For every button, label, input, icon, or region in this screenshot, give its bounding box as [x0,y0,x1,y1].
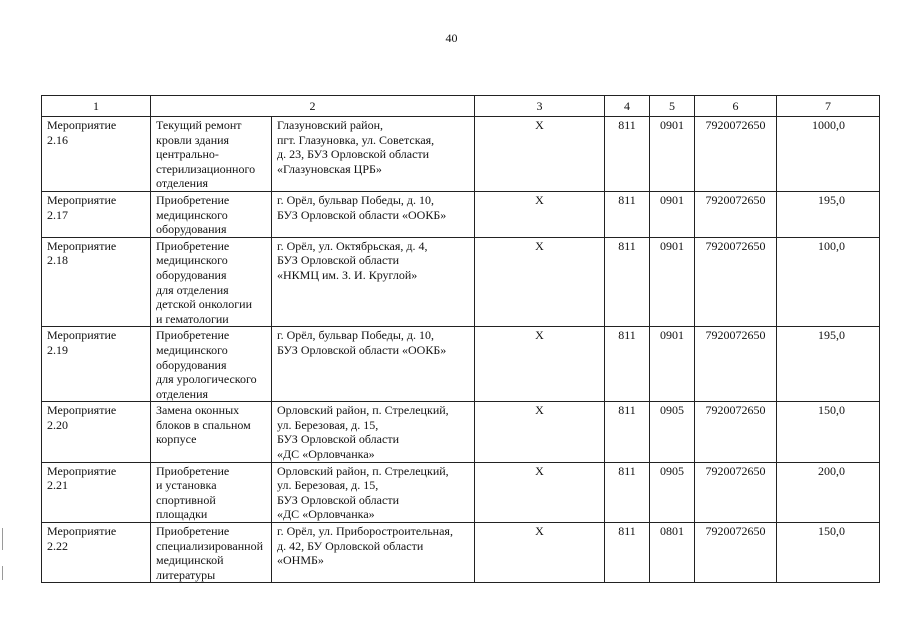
measure-location: г. Орёл, бульвар Победы, д. 10, БУЗ Орловской области «ООКБ» [272,191,475,237]
column-3-value: Х [475,191,605,237]
table-row [42,402,880,462]
column-6-value: 7920072650 [695,327,777,402]
column-4-value: 811 [605,462,650,522]
measure-id: Мероприятие 2.19 [42,327,151,402]
column-6-value: 7920072650 [695,237,777,327]
column-4-value: 811 [605,237,650,327]
column-5-value: 0901 [650,191,695,237]
header-cell: 5 [650,96,695,117]
measure-description: Замена оконных блоков в спальном корпусе [151,402,272,462]
header-cell: 6 [695,96,777,117]
measure-description: Текущий ремонт кровли здания центрально- стерилизационного отделения [151,117,272,192]
measure-id: Мероприятие 2.20 [42,402,151,462]
column-5-value: 0901 [650,327,695,402]
column-5-value: 0801 [650,523,695,583]
header-cell: 1 [42,96,151,117]
table-row [42,117,880,192]
measure-location: г. Орёл, ул. Приборостроительная, д. 42, БУ Орловской области «ОНМБ» [272,523,475,583]
column-4-value: 811 [605,327,650,402]
column-7-value: 150,0 [777,402,880,462]
column-7-value: 150,0 [777,523,880,583]
column-5-value: 0905 [650,462,695,522]
measure-id: Мероприятие 2.18 [42,237,151,327]
table-row [42,327,880,402]
measure-id: Мероприятие 2.17 [42,191,151,237]
column-3-value: Х [475,523,605,583]
measure-location: г. Орёл, бульвар Победы, д. 10, БУЗ Орловской области «ООКБ» [272,327,475,402]
measure-id: Мероприятие 2.22 [42,523,151,583]
column-5-value: 0901 [650,117,695,192]
measure-location: Орловский район, п. Стрелецкий, ул. Березовая, д. 15, БУЗ Орловской области «ДС «Орловчанка» [272,462,475,522]
measure-location: Глазуновский район, пгт. Глазуновка, ул. Советская, д. 23, БУЗ Орловской области «Глазуновская ЦРБ» [272,117,475,192]
scan-edge-mark [2,566,3,580]
header-cell: 4 [605,96,650,117]
column-7-value: 200,0 [777,462,880,522]
column-3-value: Х [475,462,605,522]
measure-description: Приобретение специализированной медицинской литературы [151,523,272,583]
measure-id: Мероприятие 2.21 [42,462,151,522]
measure-description: Приобретение и установка спортивной площадки [151,462,272,522]
table-row [42,523,880,583]
measure-description: Приобретение медицинского оборудования [151,191,272,237]
column-7-value: 100,0 [777,237,880,327]
measure-location: Орловский район, п. Стрелецкий, ул. Березовая, д. 15, БУЗ Орловской области «ДС «Орловчанка» [272,402,475,462]
column-5-value: 0905 [650,402,695,462]
column-4-value: 811 [605,191,650,237]
column-6-value: 7920072650 [695,523,777,583]
page-number: 40 [445,31,458,45]
column-7-value: 1000,0 [777,117,880,192]
measure-description: Приобретение медицинского оборудования для урологического отделения [151,327,272,402]
measure-location: г. Орёл, ул. Октябрьская, д. 4, БУЗ Орловской области «НКМЦ им. З. И. Круглой» [272,237,475,327]
column-7-value: 195,0 [777,191,880,237]
measure-description: Приобретение медицинского оборудования для отделения детской онкологии и гематологии [151,237,272,327]
column-6-value: 7920072650 [695,191,777,237]
column-4-value: 811 [605,402,650,462]
table-row [42,462,880,522]
header-cell: 2 [151,96,475,117]
column-6-value: 7920072650 [695,402,777,462]
column-3-value: Х [475,237,605,327]
table-row [42,237,880,327]
column-3-value: Х [475,117,605,192]
column-7-value: 195,0 [777,327,880,402]
column-3-value: Х [475,327,605,402]
scan-edge-mark [2,528,3,550]
column-3-value: Х [475,402,605,462]
header-cell: 3 [475,96,605,117]
column-5-value: 0901 [650,237,695,327]
column-6-value: 7920072650 [695,117,777,192]
column-6-value: 7920072650 [695,462,777,522]
measures-table [41,95,880,583]
column-4-value: 811 [605,523,650,583]
table-row [42,191,880,237]
measure-id: Мероприятие 2.16 [42,117,151,192]
column-4-value: 811 [605,117,650,192]
header-cell: 7 [777,96,880,117]
table-header-row [42,96,880,117]
